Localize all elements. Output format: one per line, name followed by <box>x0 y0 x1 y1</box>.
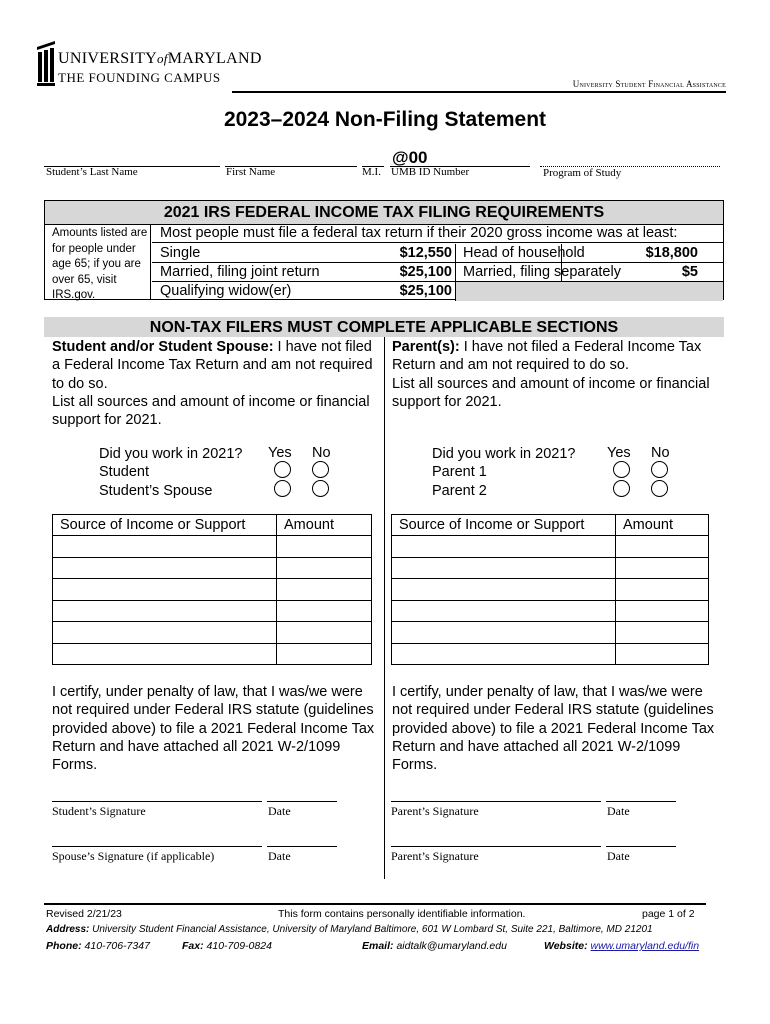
student-yes-radio[interactable] <box>274 461 291 478</box>
table-header-row <box>53 515 372 536</box>
table-row <box>392 622 709 644</box>
amount-cell[interactable] <box>616 579 709 601</box>
table-row <box>392 643 709 665</box>
amount-cell[interactable] <box>616 622 709 644</box>
person-label: Parent 2 <box>432 482 487 499</box>
parent1-no-radio[interactable] <box>651 461 668 478</box>
amount-cell[interactable] <box>277 557 372 579</box>
no-label: No <box>312 445 331 461</box>
email-line: Email: aidtalk@umaryland.edu <box>362 940 507 952</box>
irs-row <box>152 282 723 300</box>
fax-line: Fax: 410-709-0824 <box>182 940 272 952</box>
amount-cell[interactable] <box>277 643 372 665</box>
work-question: Did you work in 2021? <box>432 446 576 462</box>
umb-id-value: @00 <box>392 148 428 167</box>
signature-label: Student’s Signature <box>52 804 146 818</box>
source-cell[interactable] <box>392 557 616 579</box>
source-cell[interactable] <box>53 557 277 579</box>
table-row <box>53 557 372 579</box>
yes-label: Yes <box>607 445 631 461</box>
first-name-label: First Name <box>226 166 276 178</box>
phone-line: Phone: 410-706-7347 <box>46 940 150 952</box>
filing-status: Head of household <box>455 244 585 263</box>
logo-subtitle: THE FOUNDING CAMPUS <box>58 70 221 85</box>
parent2-no-radio[interactable] <box>651 480 668 497</box>
table-row <box>392 557 709 579</box>
source-cell[interactable] <box>392 536 616 558</box>
column-header: Source of Income or Support <box>392 515 616 536</box>
table-header-row <box>392 515 709 536</box>
spouse-yes-radio[interactable] <box>274 480 291 497</box>
website-line: Website: www.umaryland.edu/fin <box>544 940 700 952</box>
work-question: Did you work in 2021? <box>99 446 243 462</box>
column-header: Amount <box>616 515 709 536</box>
student-signature-field[interactable] <box>52 801 262 802</box>
date-label: Date <box>268 804 291 818</box>
table-row <box>53 579 372 601</box>
amount-cell[interactable] <box>277 579 372 601</box>
source-cell[interactable] <box>392 622 616 644</box>
irs-heading: 2021 IRS FEDERAL INCOME TAX FILING REQUIREMENTS <box>45 201 723 225</box>
source-cell[interactable] <box>53 622 277 644</box>
source-cell[interactable] <box>53 600 277 622</box>
column-divider <box>384 337 385 879</box>
source-cell[interactable] <box>392 579 616 601</box>
mi-label: M.I. <box>362 166 381 178</box>
parent1-signature-field[interactable] <box>391 801 601 802</box>
header-divider <box>232 91 726 93</box>
university-logo <box>36 38 262 90</box>
parent-intro: Parent(s): I have not filed a Federal Income Tax Return and am not required to do so. List all sources and amount of income or financial support for 2021. <box>392 339 710 410</box>
income-threshold: $12,550 <box>399 245 452 261</box>
amount-cell[interactable] <box>616 600 709 622</box>
income-threshold: $25,100 <box>399 264 452 280</box>
income-threshold: $5 <box>681 264 698 280</box>
date-label: Date <box>268 849 291 863</box>
source-cell[interactable] <box>53 536 277 558</box>
empty-cell <box>455 282 723 301</box>
page-title: 2023–2024 Non-Filing Statement <box>223 108 547 131</box>
table-row <box>53 622 372 644</box>
student-date-field[interactable] <box>267 801 337 802</box>
amount-cell[interactable] <box>616 557 709 579</box>
date-label: Date <box>607 849 630 863</box>
student-certification: I certify, under penalty of law, that I was/we were not required under Federal IRS statute (guidelines provided above) to file a 2021 Federal Income Tax Return and have attached all 2021 W-2/1099 Forms. <box>52 684 375 774</box>
table-row <box>392 536 709 558</box>
filing-status: Married, filing separately <box>455 263 621 282</box>
irs-lead-text: Most people must file a federal tax return if their 2020 gross income was at least: <box>152 225 723 243</box>
column-header: Source of Income or Support <box>53 515 277 536</box>
signature-label: Spouse’s Signature (if applicable) <box>52 849 215 863</box>
table-row <box>53 600 372 622</box>
no-label: No <box>651 445 670 461</box>
page-number: page 1 of 2 <box>642 908 695 920</box>
date-label: Date <box>607 804 630 818</box>
yes-label: Yes <box>268 445 292 461</box>
program-label: Program of Study <box>543 167 622 179</box>
table-row <box>53 643 372 665</box>
filing-status: Single <box>160 245 201 261</box>
irs-age-note: Amounts listed are for people under age 65; if you are over 65, visit IRS.gov. <box>45 225 151 299</box>
signature-label: Parent’s Signature <box>391 804 479 818</box>
signature-label: Parent’s Signature <box>391 849 479 863</box>
parent-income-table <box>391 514 709 665</box>
parent1-date-field[interactable] <box>606 801 676 802</box>
spouse-no-radio[interactable] <box>312 480 329 497</box>
section-heading: NON-TAX FILERS MUST COMPLETE APPLICABLE SECTIONS <box>44 317 724 337</box>
person-label: Student <box>99 464 149 481</box>
student-no-radio[interactable] <box>312 461 329 478</box>
source-cell[interactable] <box>392 643 616 665</box>
income-threshold: $25,100 <box>399 283 452 299</box>
income-threshold: $18,800 <box>645 245 698 261</box>
table-row <box>392 579 709 601</box>
umb-id-label: UMB ID Number <box>391 166 470 178</box>
irs-row <box>152 263 723 282</box>
parent-certification: I certify, under penalty of law, that I was/we were not required under Federal IRS statute (guidelines provided above) to file a 2021 Federal Income Tax Return and have attached all 2021 W-2/1099 Forms. <box>392 684 715 774</box>
amount-cell[interactable] <box>277 536 372 558</box>
building-columns-icon <box>36 38 56 88</box>
amount-cell[interactable] <box>616 536 709 558</box>
student-intro: Student and/or Student Spouse: I have not filed a Federal Income Tax Return and am not required to do so. List all sources and amount of income or financial support for 2021. <box>52 339 373 429</box>
logo-name: UNIVERSITYofMARYLAND <box>58 50 262 67</box>
irs-requirements-box <box>44 200 724 300</box>
parent-question-block <box>432 445 575 500</box>
parent2-signature-field[interactable] <box>391 846 601 847</box>
table-row <box>392 600 709 622</box>
filing-status: Qualifying widow(er) <box>160 283 292 299</box>
parent1-yes-radio[interactable] <box>613 461 630 478</box>
spouse-signature-field[interactable] <box>52 846 262 847</box>
amount-cell[interactable] <box>616 643 709 665</box>
student-question-block <box>99 445 242 500</box>
department-name: University Student Financial Assistance <box>572 79 726 89</box>
parent2-yes-radio[interactable] <box>613 480 630 497</box>
table-row <box>53 536 372 558</box>
source-cell[interactable] <box>53 579 277 601</box>
amount-cell[interactable] <box>277 622 372 644</box>
source-cell[interactable] <box>53 643 277 665</box>
amount-cell[interactable] <box>277 600 372 622</box>
last-name-label: Student’s Last Name <box>46 166 138 178</box>
pii-notice: This form contains personally identifiable information. <box>278 908 526 920</box>
column-header: Amount <box>277 515 372 536</box>
revised-date: Revised 2/21/23 <box>46 908 122 920</box>
website-link[interactable]: www.umaryland.edu/fin <box>590 940 700 952</box>
parent2-date-field[interactable] <box>606 846 676 847</box>
cell-divider <box>561 263 562 281</box>
irs-row <box>152 244 723 263</box>
person-label: Parent 1 <box>432 464 487 481</box>
source-cell[interactable] <box>392 600 616 622</box>
filing-status: Married, filing joint return <box>160 264 320 280</box>
cell-divider <box>561 244 562 262</box>
student-income-table <box>52 514 372 665</box>
spouse-date-field[interactable] <box>267 846 337 847</box>
person-label: Student’s Spouse <box>99 482 213 499</box>
footer-divider <box>44 903 706 905</box>
address-line: Address: University Student Financial Assistance, University of Maryland Baltimore, 601 W Lombard St, Suite 221, Baltimore, MD 21201 <box>46 924 653 935</box>
